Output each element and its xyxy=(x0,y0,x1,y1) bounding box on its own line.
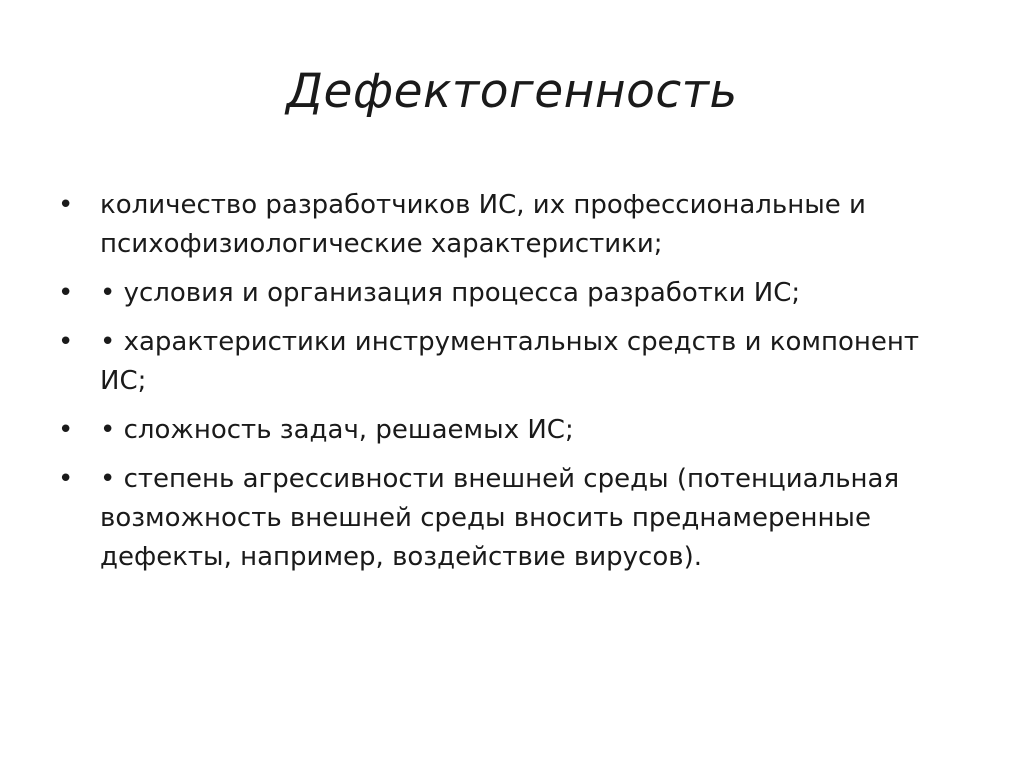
list-item xyxy=(58,274,958,313)
list-item xyxy=(58,411,958,450)
list-item xyxy=(58,323,958,401)
list-item-text: количество разработчиков ИС, их профессиональные и психофизиологические характеристики; xyxy=(100,190,866,259)
bullet-marker: • xyxy=(58,278,74,308)
list-item-text: • характеристики инструментальных средств и компонент ИС; xyxy=(100,327,920,396)
list-item-text: • степень агрессивности внешней среды (потенциальная возможность внешней среды вносить преднамеренные дефекты, например, воздействие вирусов). xyxy=(100,464,900,572)
list-item-text: • условия и организация процесса разработки ИС; xyxy=(100,278,801,308)
list-item xyxy=(58,186,958,264)
bullet-marker: • xyxy=(58,327,74,357)
list-item xyxy=(58,460,958,577)
bullet-marker: • xyxy=(58,190,74,220)
slide-title: Дефектогенность xyxy=(286,64,738,119)
bullet-marker: • xyxy=(58,415,74,445)
list-item-text: • сложность задач, решаемых ИС; xyxy=(100,415,574,445)
bullet-list xyxy=(58,186,958,587)
bullet-marker: • xyxy=(58,464,74,494)
